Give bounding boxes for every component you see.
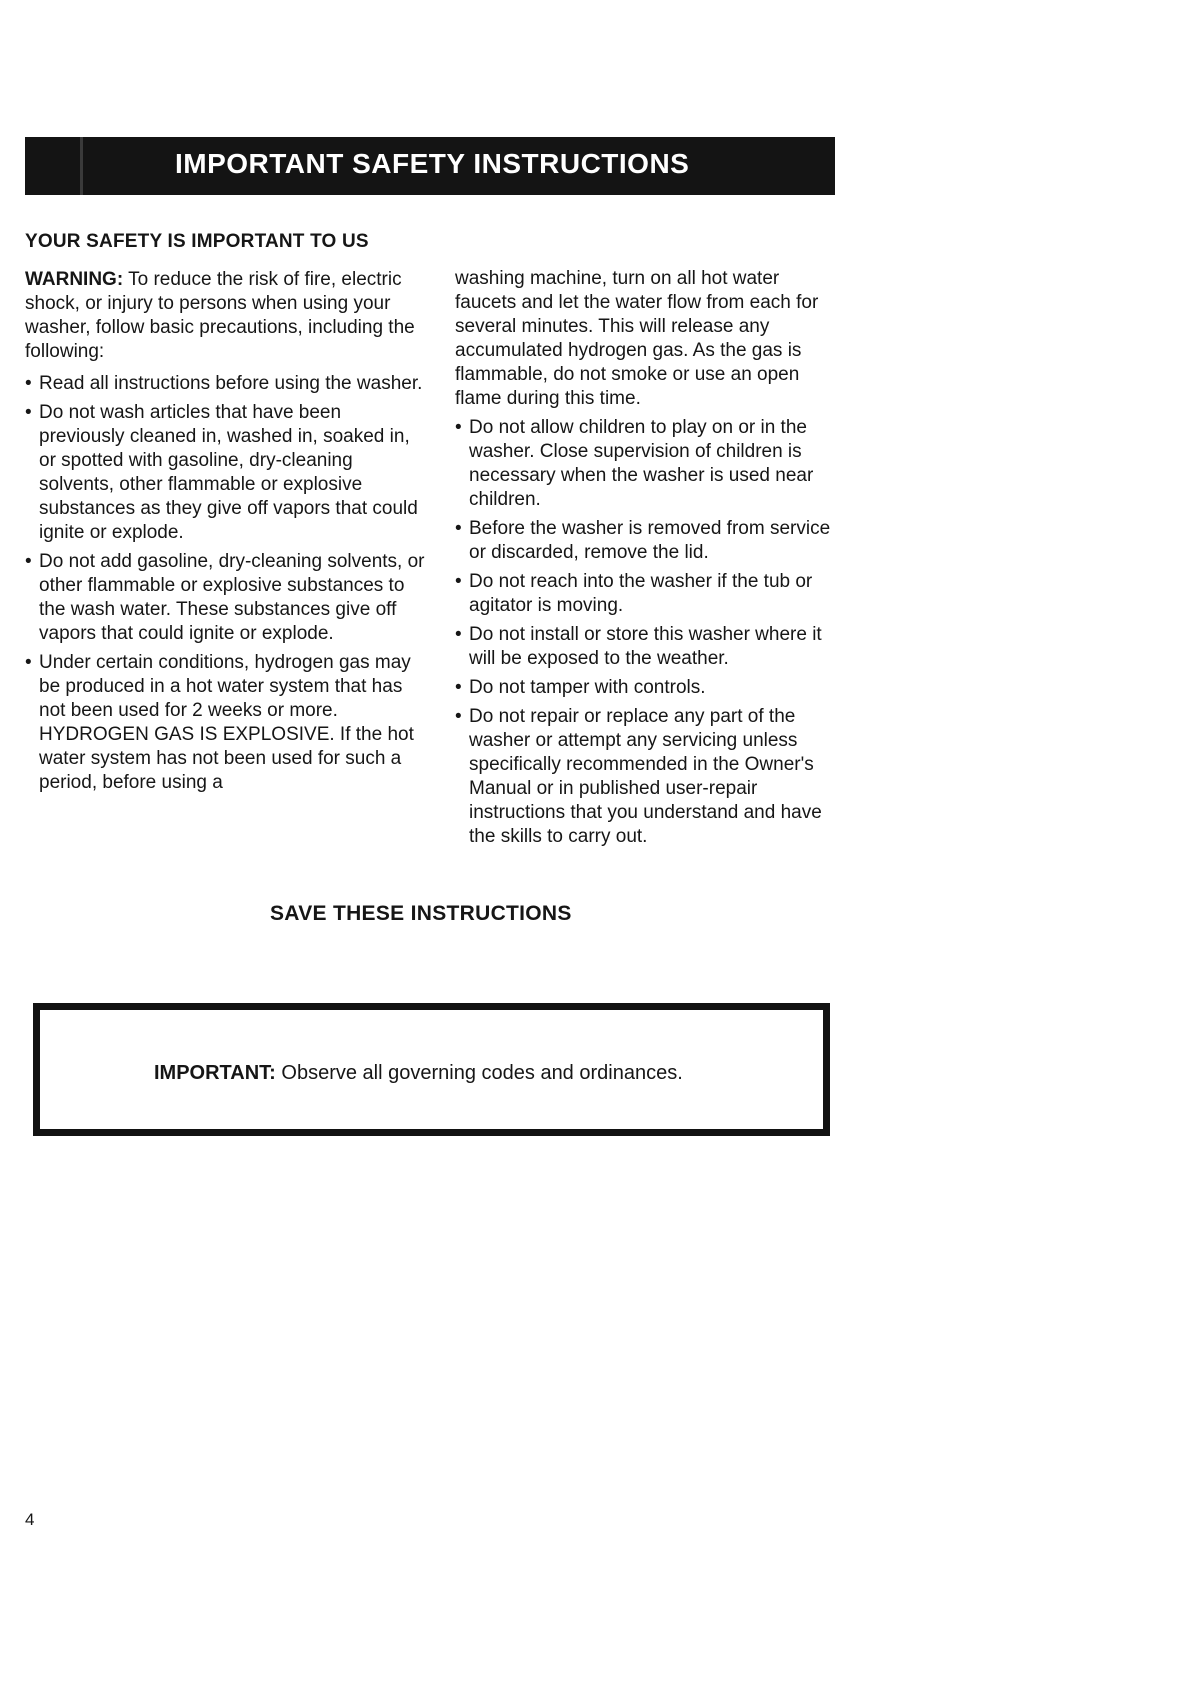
page-number: 4: [25, 1510, 35, 1529]
list-item: • Do not wash articles that have been previously cleaned in, washed in, soaked in, or spotted with gasoline, dry-cleaning solvents, other flammable or explosive substances as they give off vapors that could ignite or explode.: [25, 402, 418, 543]
bullet-icon: •: [25, 402, 32, 423]
bullet-icon: •: [455, 624, 462, 645]
bullet-icon: •: [455, 571, 462, 592]
page-title: IMPORTANT SAFETY INSTRUCTIONS: [175, 148, 690, 179]
left-bullet-list: [25, 372, 425, 795]
list-item: • Do not install or store this washer where it will be exposed to the weather.: [455, 624, 822, 669]
save-instructions-heading: SAVE THESE INSTRUCTIONS: [270, 902, 572, 925]
header-divider: [80, 137, 83, 195]
bullet-icon: •: [25, 551, 32, 572]
continued-paragraph: washing machine, turn on all hot water faucets and let the water flow from each for several minutes. This will release any accumulated hydrogen gas. As the gas is flammable, do not smoke or use an open flame during this time.: [455, 268, 819, 409]
list-item: • Do not allow children to play on or in the washer. Close supervision of children is necessary when the washer is used near children.: [455, 417, 814, 510]
warning-paragraph: [25, 268, 425, 364]
warning-label: WARNING:: [25, 269, 124, 290]
right-bullet-list: [455, 416, 840, 849]
bullet-icon: •: [25, 652, 32, 673]
list-item: • Do not add gasoline, dry-cleaning solvents, or other flammable or explosive substances to the wash water. These substances give off vapors that could ignite or explode.: [25, 551, 425, 644]
list-item: • Do not repair or replace any part of the washer or attempt any servicing unless specifically recommended in the Owner's Manual or in published user-repair instructions that you understand and have the skills to carry out.: [455, 706, 822, 847]
warning-text: To reduce the risk of fire, electric shock, or injury to persons when using your washer, follow basic precautions, including the following:: [25, 269, 415, 362]
bullet-icon: •: [455, 706, 462, 727]
bullet-icon: •: [25, 373, 32, 394]
important-notice-box: [33, 1003, 830, 1136]
bullet-icon: •: [455, 518, 462, 539]
list-item: • Do not reach into the washer if the tub or agitator is moving.: [455, 571, 813, 616]
list-item: • Read all instructions before using the washer.: [25, 373, 423, 394]
important-notice: [154, 1062, 683, 1085]
header-bar: [25, 137, 835, 195]
important-text: Observe all governing codes and ordinances.: [281, 1062, 683, 1084]
list-item: • Before the washer is removed from service or discarded, remove the lid.: [455, 518, 831, 563]
right-column: [455, 267, 840, 854]
left-column: [25, 230, 425, 800]
list-item: • Do not tamper with controls.: [455, 677, 706, 698]
section-heading: YOUR SAFETY IS IMPORTANT TO US: [25, 231, 369, 252]
bullet-icon: •: [455, 417, 462, 438]
list-item: • Under certain conditions, hydrogen gas may be produced in a hot water system that has not been used for 2 weeks or more. HYDROGEN GAS IS EXPLOSIVE. If the hot water system has not been used for such a period, before using a: [25, 652, 414, 793]
important-label: IMPORTANT:: [154, 1062, 276, 1084]
bullet-icon: •: [455, 677, 462, 698]
